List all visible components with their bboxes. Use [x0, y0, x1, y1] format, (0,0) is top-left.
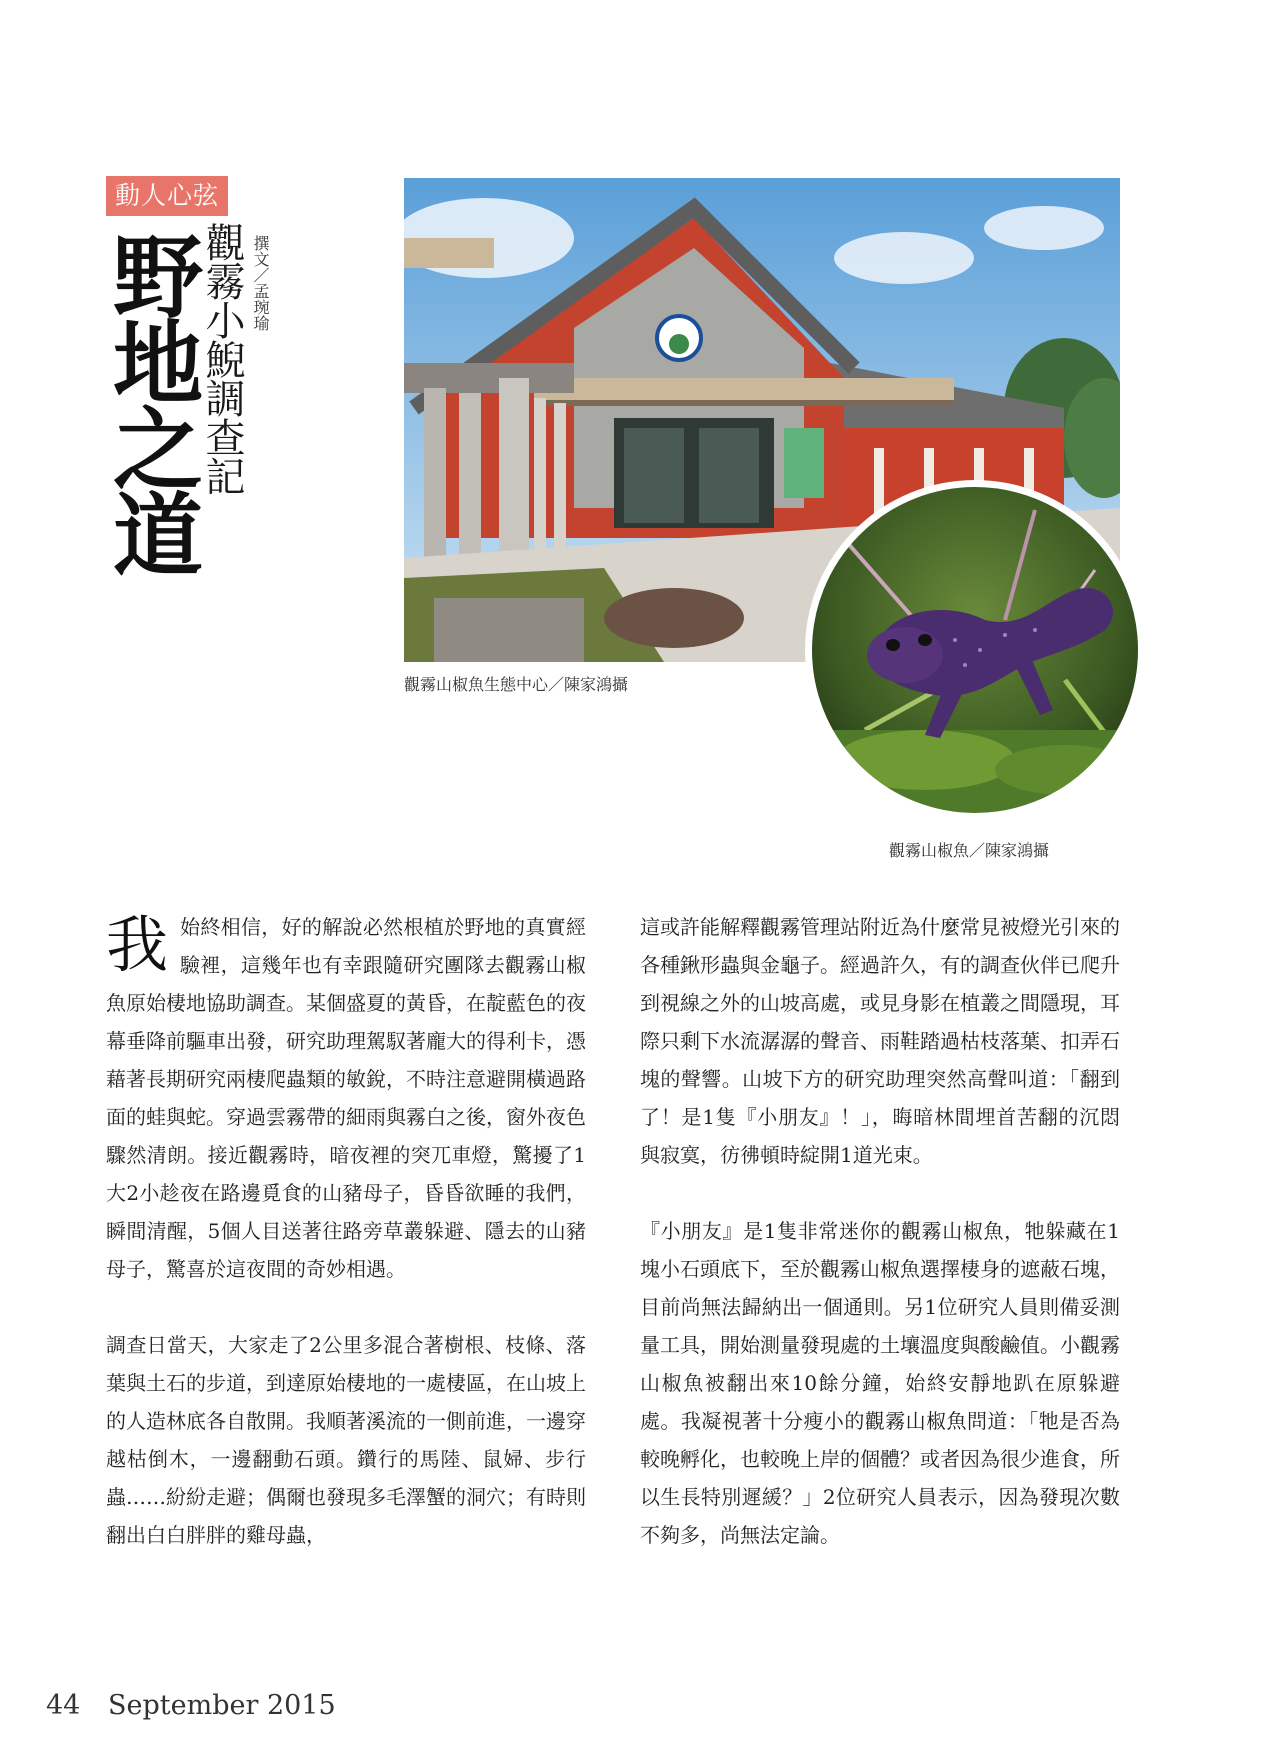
paragraph: 這或許能解釋觀霧管理站附近為什麼常見被燈光引來的各種鍬形蟲與金龜子。經過許久，有的調查伙伴已爬升到視線之外的山坡高處，或見身影在植叢之間隱現，耳際只剩下水流潺潺的聲音、雨鞋踏過枯枝落葉、扣弄石塊的聲響。山坡下方的研究助理突然高聲叫道：「翻到了！是1隻『小朋友』！」，晦暗林間埋首苦翻的沉悶與寂寞，彷彿頓時綻開1道光束。	[640, 915, 1120, 1167]
page-number: 44	[46, 1690, 81, 1721]
body-column-left	[106, 908, 586, 1554]
photo-circle-caption: 觀霧山椒魚／陳家鴻攝	[889, 841, 1050, 860]
byline: 撰文／孟琬瑜	[251, 235, 270, 331]
section-tag: 動人心弦	[106, 176, 228, 216]
photo-main-caption: 觀霧山椒魚生態中心／陳家鴻攝	[404, 675, 629, 694]
paragraph	[106, 908, 586, 1288]
salamander-photo	[805, 480, 1145, 820]
body-column-right	[640, 908, 1120, 1554]
paragraph-text: 始終相信，好的解說必然根植於野地的真實經驗裡，這幾年也有幸跟隨研究團隊去觀霧山椒魚原始棲地協助調查。某個盛夏的黃昏，在靛藍色的夜幕垂降前驅車出發，研究助理駕馭著龐大的得利卡，憑藉著長期研究兩棲爬蟲類的敏銳，不時注意避開橫過路面的蛙與蛇。穿過雲霧帶的細雨與霧白之後，窗外夜色驟然清朗。接近觀霧時，暗夜裡的突兀車燈，驚擾了1大2小趁夜在路邊覓食的山豬母子，昏昏欲睡的我們，瞬間清醒，5個人目送著往路旁草叢躲避、隱去的山豬母子，驚喜於這夜間的奇妙相遇。	[106, 915, 586, 1281]
article-title: 野地之道	[97, 230, 203, 574]
article-subtitle: 觀霧小鯢調查記	[199, 222, 245, 495]
paragraph: 調查日當天，大家走了2公里多混合著樹根、枝條、落葉與土石的步道，到達原始棲地的一處棲區，在山坡上的人造林底各自散開。我順著溪流的一側前進，一邊穿越枯倒木，一邊翻動石頭。鑽行的馬陸、鼠婦、步行蟲……紛紛走避；偶爾也發現多毛澤蟹的洞穴；有時則翻出白白胖胖的雞母蟲，	[106, 1333, 586, 1547]
paragraph: 『小朋友』是1隻非常迷你的觀霧山椒魚，牠躲藏在1塊小石頭底下，至於觀霧山椒魚選擇棲身的遮蔽石塊，目前尚無法歸納出一個通則。另1位研究人員則備妥測量工具，開始測量發現處的土壤溫度與酸鹼值。小觀霧山椒魚被翻出來10餘分鐘，始終安靜地趴在原躲避處。我凝視著十分瘦小的觀霧山椒魚問道：「牠是否為較晚孵化，也較晚上岸的個體？或者因為很少進食，所以生長特別遲緩？」2位研究人員表示，因為發現次數不夠多，尚無法定論。	[640, 1219, 1120, 1547]
issue-date: September 2015	[108, 1690, 336, 1721]
drop-cap: 我	[106, 908, 169, 981]
